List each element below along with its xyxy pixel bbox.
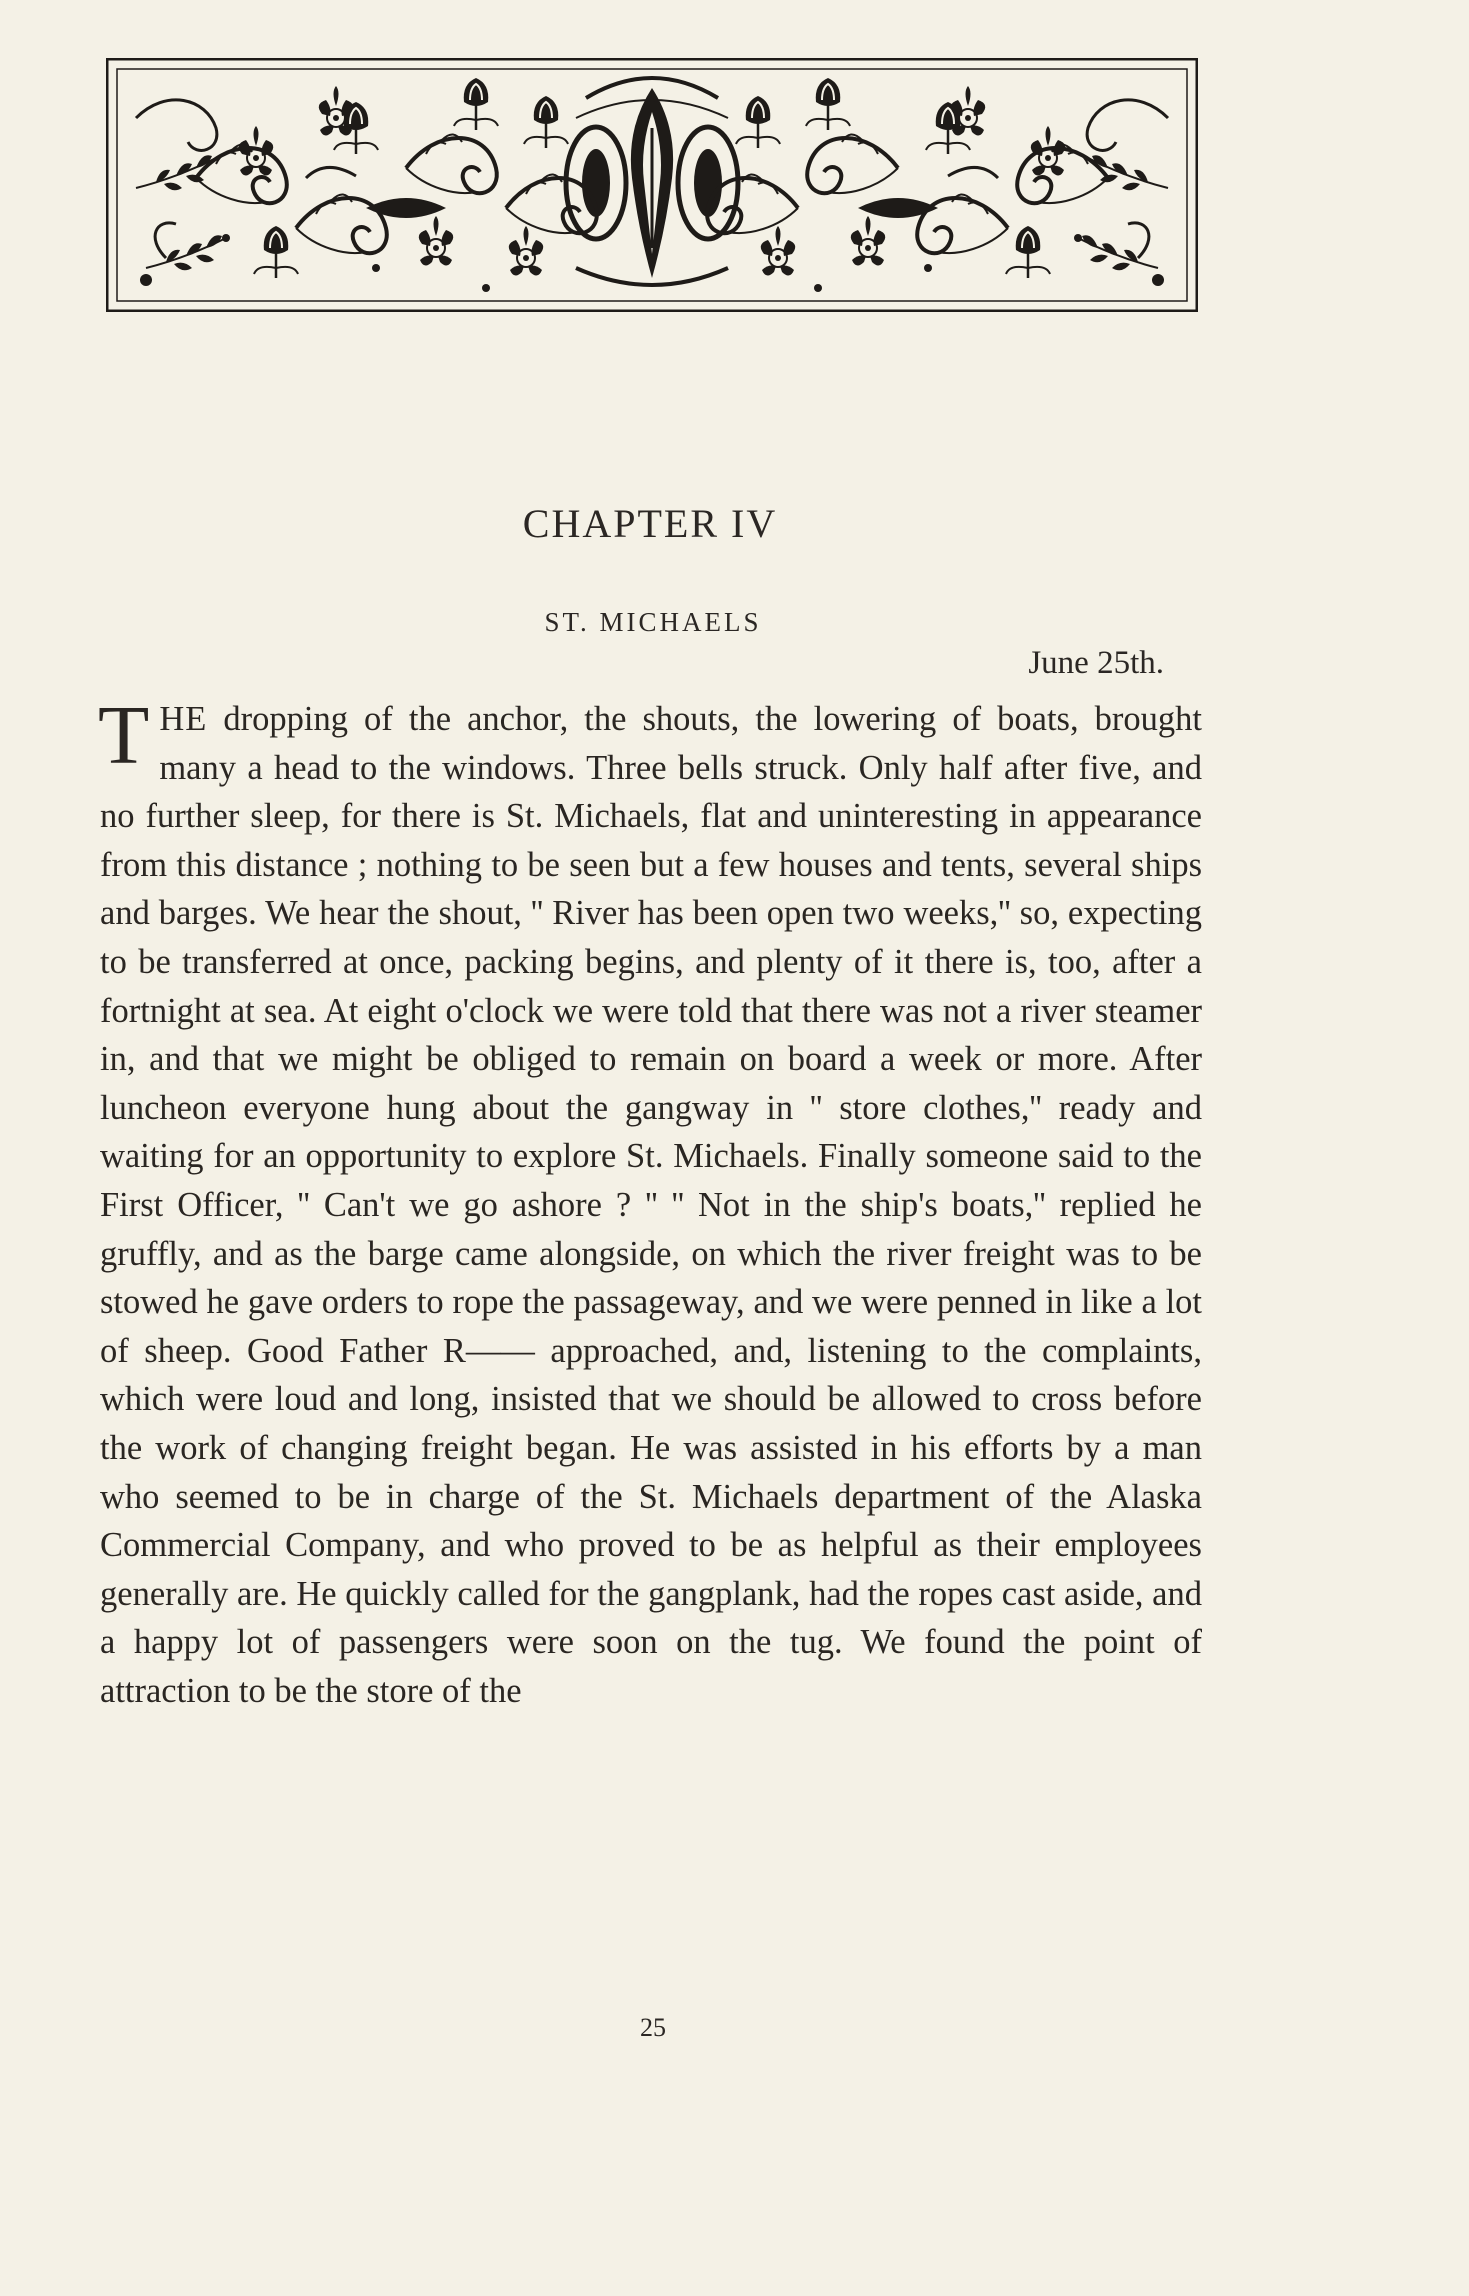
section-title: ST. MICHAELS	[544, 607, 762, 637]
ornamental-headpiece	[106, 58, 1198, 312]
first-word-rest: HE	[159, 700, 208, 738]
ornament-left-half	[136, 78, 597, 292]
page-number: 25	[640, 2013, 666, 2042]
floral-scroll-headpiece-icon	[106, 58, 1198, 312]
ornament-right-half	[707, 78, 1168, 292]
paragraph-text: dropping of the anchor, the shouts, the lowering of boats, brought many a head to the windows. Three bells struck. Only half after five, and no further sleep, for there is St. Michaels, flat and uninteresting in appearance from this distance ; nothing to be seen but a few houses and tents, several ships and barges. We hear the shout, '' River has been open two weeks,'' so, expecting to be transferred at once, packing begins, and plenty of it there is, too, after a fortnight at sea. At eight o'clock we were told that there was not a river steamer in, and that we might be obliged to remain on board a week or more. After luncheon everyone hung about the gangway in '' store clothes,'' ready and waiting for an opportunity to explore St. Michaels. Finally someone said to the First Officer, '' Can't we go ashore ? '' '' Not in the ship's boats,'' replied he gruffly, and as the barge came alongside, on which the river freight was to be stowed he gave orders to rope the passageway, and we were penned in like a lot of sheep. Good Father R—— approached, and, listening to the complaints, which were loud and long, insisted that we should be allowed to cross before the work of changing freight began. He was assisted in his efforts by a man who seemed to be in charge of the St. Michaels department of the Alaska Commercial Company, and who proved to be as helpful as their employees generally are. He quickly called for the gangplank, had the ropes cast aside, and a happy lot of passengers were soon on the tug. We found the point of attraction to be the store of the	[100, 700, 1202, 1710]
drop-cap: T	[98, 689, 150, 782]
dateline: June 25th.	[1028, 645, 1164, 681]
body-text	[98, 689, 1202, 1715]
ornament-center-panel	[566, 78, 738, 285]
chapter-title: CHAPTER IV	[522, 501, 778, 546]
body-paragraph	[98, 689, 1202, 1715]
